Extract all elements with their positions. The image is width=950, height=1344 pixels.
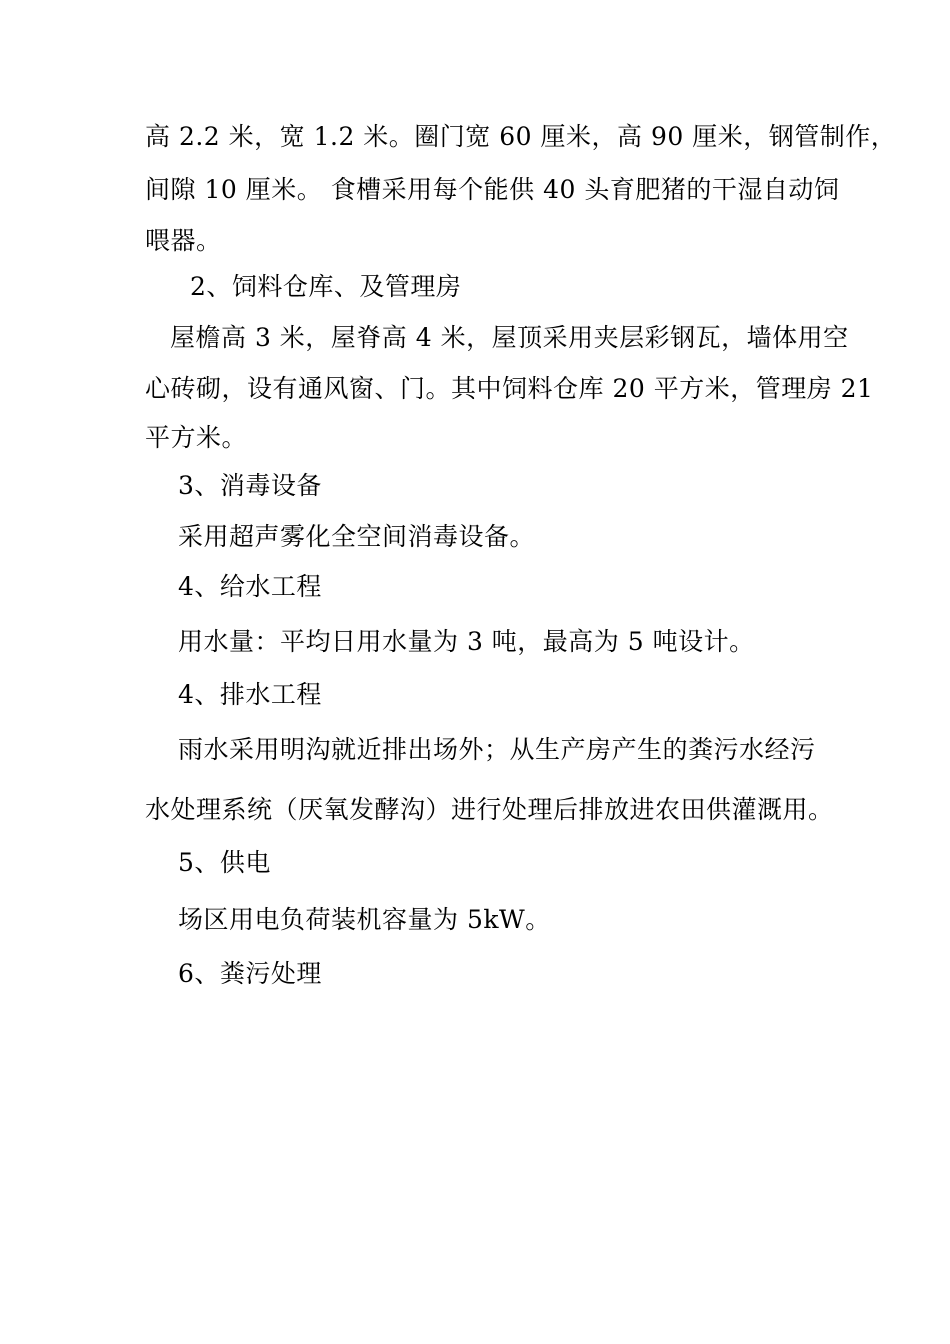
body-text-line: 屋檐高 3 米，屋脊高 4 米，屋顶采用夹层彩钢瓦，墙体用空 xyxy=(170,323,849,352)
body-text-line: 用水量：平均日用水量为 3 吨，最高为 5 吨设计。 xyxy=(178,627,755,656)
section-heading-manure-treatment: 6、粪污处理 xyxy=(178,959,322,988)
body-text-line: 雨水采用明沟就近排出场外；从生产房产生的粪污水经污 xyxy=(178,735,816,764)
body-text-line: 采用超声雾化全空间消毒设备。 xyxy=(178,522,536,551)
body-text-line: 场区用电负荷装机容量为 5kW。 xyxy=(178,905,551,934)
section-heading-disinfection: 3、消毒设备 xyxy=(178,471,322,500)
section-heading-power-supply: 5、供电 xyxy=(178,848,271,877)
section-heading-feed-warehouse: 2、饲料仓库、及管理房 xyxy=(190,272,462,301)
body-text-line: 水处理系统（厌氧发酵沟）进行处理后排放进农田供灌溉用。 xyxy=(145,795,834,824)
body-text-line: 心砖砌，设有通风窗、门。其中饲料仓库 20 平方米，管理房 21 xyxy=(145,374,874,403)
section-heading-drainage: 4、排水工程 xyxy=(178,680,322,709)
body-text-line: 喂器。 xyxy=(145,226,222,255)
body-text-line: 间隙 10 厘米。 食槽采用每个能供 40 头育肥猪的干湿自动饲 xyxy=(145,175,840,204)
section-heading-water-supply: 4、给水工程 xyxy=(178,572,322,601)
body-text-line: 高 2.2 米，宽 1.2 米。圈门宽 60 厘米，高 90 厘米，钢管制作， xyxy=(145,122,897,151)
body-text-line: 平方米。 xyxy=(145,423,248,452)
